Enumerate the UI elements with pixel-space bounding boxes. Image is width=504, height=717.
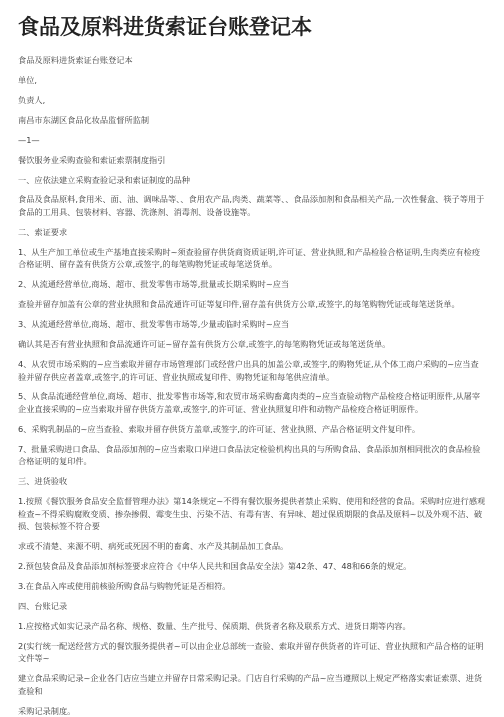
paragraph: 四、台账记录 xyxy=(18,600,68,611)
page-title: 食品及原料进货索证台账登记本 xyxy=(18,15,312,39)
paragraph: 求或不清楚、来源不明、病死或死因不明的畜禽、水产及其制品加工食品。 xyxy=(18,541,289,552)
paragraph: 一、应依法建立采购查验记录和索证制度的品种 xyxy=(18,174,190,185)
paragraph: 1、从生产加工单位或生产基地直接采购时~须查验留存供货商资质证明,许可证、营业执照,和产品检验合格证明,生肉类应有检疫合格证明、留存盖有供货方公章,或签字,的每笔购物凭证或每笔送货单。 xyxy=(18,246,481,270)
paragraph: 单位, xyxy=(18,75,37,86)
paragraph: 2(实行统一配送经营方式的餐饮服务提供者~可以由企业总部统一查验、索取并留存供货者的许可证、营业执照和产品合格的证明文件等~ xyxy=(18,640,484,664)
paragraph: 1.应按格式如实记录产品名称、规格、数量、生产批号、保质期、供货者名称及联系方式、进货日期等内容。 xyxy=(18,620,411,631)
paragraph: 1.按照《餐饮服务食品安全监督管理办法》第14条规定~不得有餐饮服务提供者禁止采购、使用和经营的食品。采购时应进行感观检查~不得采购腐败变质、掺杂掺假、霉变生虫、污染不洁、有毒有害、有异味、超过保质期限的食品及原料~以及外观不洁、破损、包装标签不符合要 xyxy=(18,496,486,532)
paragraph: 南昌市东湖区食品化妆品监督所监制 xyxy=(18,114,150,125)
paragraph: 食品及食品原料,食用米、面、油、调味品等、、食用农产品,肉类、蔬菜等、、食品添加剂和食品相关产品,一次性餐盒、筷子等用于食品的工用具、包装材料、容器、洗涤剂、消毒剂、设备设施等。 xyxy=(18,194,485,218)
paragraph: —1— xyxy=(18,134,40,145)
paragraph: 食品及原料进货索证台账登记本 xyxy=(18,55,133,66)
paragraph: 采购记录制度。 xyxy=(18,705,76,716)
paragraph: 建立食品采购记录~企业各门店应当建立并留存日常采购记录。门店自行采购的产品~应当遵照以上规定严格落实索证索票、进货查验和 xyxy=(18,673,483,696)
paragraph: 7、批量采购进口食品、食品添加剂的~应当索取口岸进口食品法定检验机构出具的与所购食品、食品添加剂相同批次的食品检验合格证明的复印件。 xyxy=(18,443,481,467)
document-body xyxy=(18,54,486,717)
paragraph: 3.在食品入库或使用前核验所购食品与购物凭证是否相符。 xyxy=(18,581,231,591)
paragraph: 3、从流通经营单位,商场、超市、批发零售市场等,少量或临时采购时~应当 xyxy=(18,319,290,330)
paragraph: 确认其是否有营业执照和食品流通许可证~留存盖有供货方公章,或签字,的每笔购物凭证或每笔送货单。 xyxy=(18,339,391,350)
paragraph: 4、从农贸市场采购的~应当索取并留存市场管理部门或经营户出具的加盖公章,或签字,的购物凭证,从个体工商户采购的~应当查验并留存供应者盖章,或签字,的许可证、营业执照或复印件、购物凭证和每笔供应清单。 xyxy=(18,358,479,382)
paragraph: 6、采购乳制品的~应当查验、索取并留存供货方盖章,或签字,的许可证、营业执照、产品合格证明文件复印件。 xyxy=(18,423,421,434)
paragraph: 二、索证要求 xyxy=(18,226,68,237)
paragraph: 查验并留存加盖有公章的营业执照和食品流通许可证等复印件,留存盖有供货方公章,或签字,的每笔购物凭证或每笔送货单。 xyxy=(18,299,460,310)
paragraph: 餐饮服务业采购查验和索证索票制度指引 xyxy=(18,154,166,165)
paragraph: 2.预包装食品及食品添加剂标签要求应符合《中华人民共和国食品安全法》第42条、47、48和66条的规定。 xyxy=(18,561,412,572)
paragraph: 5、从食品流通经营单位,商场、超市、批发零售市场等,和农贸市场采购畜禽肉类的~应当查验动物产品检疫合格证明原件,从屠宰企业直接采购的~应当索取并留存供货方盖章,或签字,的许可证、营业执照复印件和动物产品检疫合格证明原件。 xyxy=(18,391,481,414)
paragraph: 三、进货验收 xyxy=(18,476,68,487)
paragraph: 2、从流通经营单位,商场、超市、批发零售市场等,批量或长期采购时~应当 xyxy=(18,279,290,290)
paragraph: 负责人, xyxy=(18,95,46,106)
